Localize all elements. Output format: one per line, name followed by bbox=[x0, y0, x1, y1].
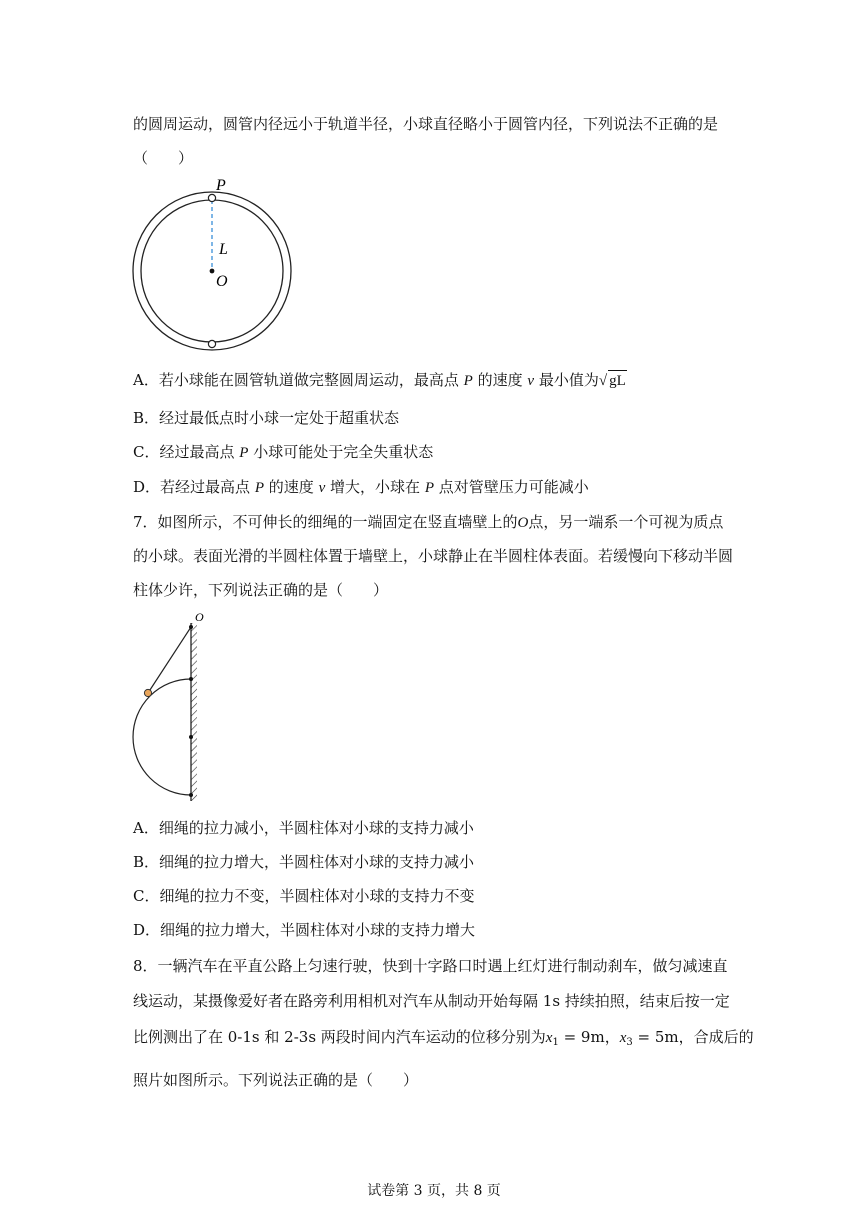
page-footer: 试卷第 3 页，共 8 页 bbox=[367, 1183, 501, 1199]
label-o: O bbox=[216, 273, 228, 290]
q7-option-d: D．细绳的拉力增大，半圆柱体对小球的支持力增大 bbox=[133, 921, 476, 939]
q8-stem-line1: 8．一辆汽车在平直公路上匀速行驶，快到十字路口时遇上红灯进行制动刹车，做匀减速直 bbox=[133, 957, 728, 975]
q8-stem-line3: 比例测出了在 0-1s 和 2-3s 两段时间内汽车运动的位移分别为$x_1 = 9m$，$x_3 = 5m$，合成后的 bbox=[133, 1028, 754, 1048]
ball-top bbox=[208, 194, 215, 201]
q7-option-c: C．细绳的拉力不变，半圆柱体对小球的支持力不变 bbox=[133, 887, 475, 905]
q7-stem-line1: 7．如图所示，不可伸长的细绳的一端固定在竖直墙壁上的O点，另一端系一个可视为质点 bbox=[133, 513, 724, 531]
wall-hatch bbox=[191, 623, 197, 801]
point-top bbox=[189, 677, 193, 681]
sqrt-expression: √ gL bbox=[599, 370, 627, 391]
label-l: L bbox=[219, 241, 228, 258]
q6-stem-line1: 的圆周运动，圆管内径远小于轨道半径，小球直径略小于圆管内径，下列说法不正确的是 bbox=[133, 115, 719, 133]
point-bottom bbox=[189, 793, 193, 797]
label-o: O bbox=[195, 610, 204, 624]
ball-bottom bbox=[208, 340, 215, 347]
q8-stem-line4: 照片如图所示。下列说法正确的是（ ） bbox=[133, 1071, 419, 1089]
label-p: P bbox=[216, 177, 226, 194]
q7-half-cylinder-figure bbox=[125, 605, 215, 805]
center-point bbox=[210, 269, 215, 274]
q6-option-a: A．若小球能在圆管轨道做完整圆周运动，最高点 P 的速度 v 最小值为√ gL bbox=[133, 371, 626, 389]
q7-option-a: A．细绳的拉力减小，半圆柱体对小球的支持力减小 bbox=[133, 819, 474, 837]
q8-stem-line2: 线运动，某摄像爱好者在路旁利用相机对汽车从制动开始每隔 1s 持续拍照，结束后按一定 bbox=[133, 992, 730, 1010]
q7-option-b: B．细绳的拉力增大，半圆柱体对小球的支持力减小 bbox=[133, 853, 475, 871]
half-cylinder bbox=[133, 679, 191, 795]
q6-option-b: B．经过最低点时小球一定处于超重状态 bbox=[133, 409, 400, 427]
q7-stem-line3: 柱体少许，下列说法正确的是（ ） bbox=[133, 581, 389, 599]
q7-stem-line2: 的小球。表面光滑的半圆柱体置于墙壁上，小球静止在半圆柱体表面。若缓慢向下移动半圆 bbox=[133, 547, 734, 565]
point-o bbox=[189, 625, 193, 629]
ball bbox=[144, 689, 151, 696]
q6-option-c: C．经过最高点 P 小球可能处于完全失重状态 bbox=[133, 443, 434, 461]
point-center bbox=[189, 735, 193, 739]
q6-option-d: D．若经过最高点 P 的速度 v 增大，小球在 P 点对管壁压力可能减小 bbox=[133, 478, 589, 496]
q6-answer-blank: （ ） bbox=[133, 149, 194, 167]
q6-circular-tube-figure bbox=[120, 170, 320, 360]
